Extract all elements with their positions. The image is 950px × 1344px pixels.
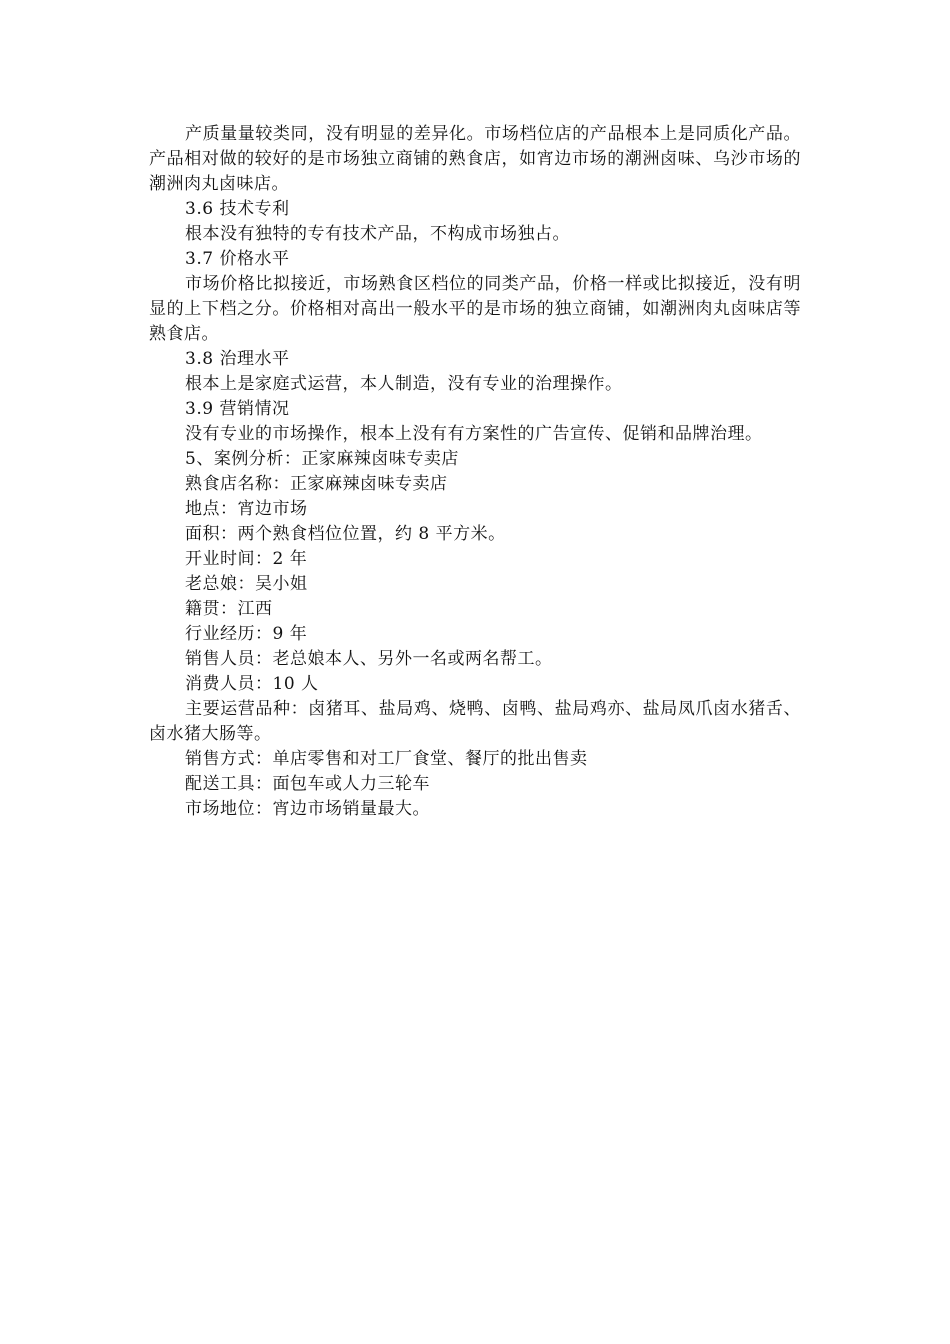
- paragraph-management-level: 根本上是家庭式运营，本人制造，没有专业的治理操作。: [185, 374, 623, 394]
- field-experience: 行业经历：9 年: [185, 624, 308, 644]
- field-shop-name: 熟食店名称：正家麻辣卤味专卖店: [185, 474, 448, 494]
- field-sales-staff: 销售人员：老总娘本人、另外一名或两名帮工。: [185, 649, 553, 669]
- field-opening-time: 开业时间：2 年: [185, 549, 308, 569]
- field-delivery-tools: 配送工具：面包车或人力三轮车: [185, 774, 430, 794]
- field-market-position: 市场地位：宵边市场销量最大。: [185, 799, 430, 819]
- heading-price-level: 3.7 价格水平: [185, 249, 290, 269]
- paragraph-price-level: 市场价格比拟接近，市场熟食区档位的同类产品，价格一样或比拟接近，没有明显的上下档之分。价格相对高出一般水平的是市场的独立商铺，如潮洲肉丸卤味店等熟食店。: [149, 274, 801, 344]
- paragraph-technology-patent: 根本没有独特的专有技术产品，不构成市场独占。: [185, 224, 570, 244]
- heading-management-level: 3.8 治理水平: [185, 349, 290, 369]
- heading-case-study: 5、案例分析：正家麻辣卤味专卖店: [185, 449, 459, 469]
- heading-marketing: 3.9 营销情况: [185, 399, 290, 419]
- field-owner: 老总娘：吴小姐: [185, 574, 308, 594]
- field-location: 地点：宵边市场: [185, 499, 308, 519]
- field-main-products: 主要运营品种：卤猪耳、盐局鸡、烧鸭、卤鸭、盐局鸡亦、盐局凤爪卤水猪舌、卤水猪大肠等。: [149, 699, 801, 744]
- document-body: [149, 122, 801, 822]
- field-area: 面积：两个熟食档位位置，约 8 平方米。: [185, 524, 506, 544]
- paragraph-marketing: 没有专业的市场操作，根本上没有有方案性的广告宣传、促销和品牌治理。: [185, 424, 763, 444]
- field-sales-method: 销售方式：单店零售和对工厂食堂、餐厅的批出售卖: [185, 749, 588, 769]
- field-consumers: 消费人员：10 人: [185, 674, 319, 694]
- paragraph-product-quality: 产质量量较类同，没有明显的差异化。市场档位店的产品根本上是同质化产品。产品相对做的较好的是市场独立商铺的熟食店，如宵边市场的潮洲卤味、乌沙市场的潮洲肉丸卤味店。: [149, 124, 801, 194]
- field-origin: 籍贯：江西: [185, 599, 273, 619]
- heading-technology-patent: 3.6 技术专利: [185, 199, 290, 219]
